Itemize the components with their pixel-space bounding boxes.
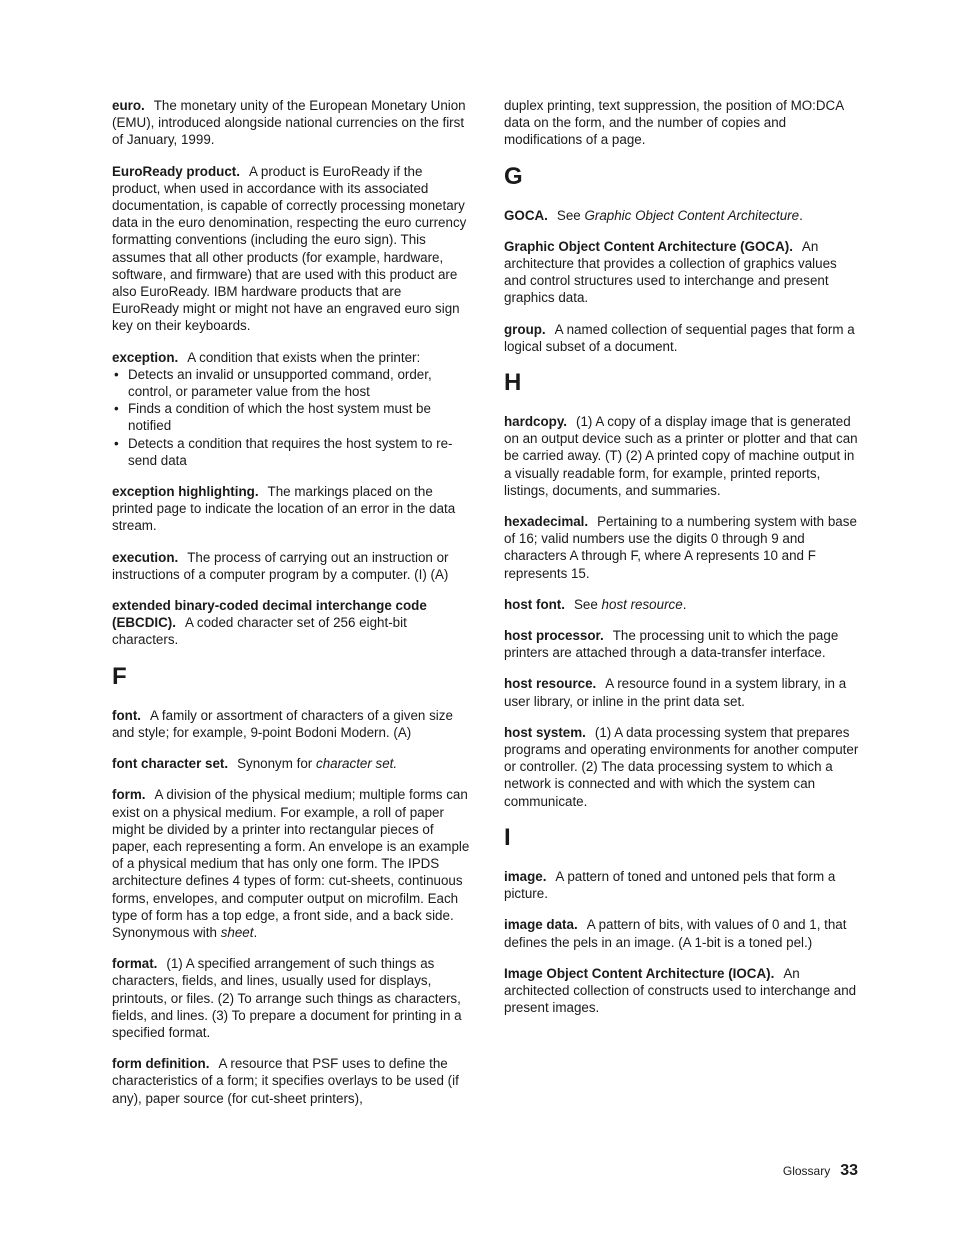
entry-term: host font. (504, 596, 565, 612)
entry-end: . (682, 596, 687, 612)
glossary-entry-host-processor (504, 627, 862, 661)
entry-definition: The monetary unity of the European Monetary Union (EMU), introduced alongside national currencies on the first of January, 1999. (112, 98, 466, 148)
entry-term: exception highlighting. (112, 484, 259, 500)
entry-definition: (1) A copy of a display image that is generated on an output device such as a printer or plotter and that can be carried away. (T) (2) A printed copy of machine output in a visually readable form, for example, printed reports, listings, documents, and summaries. (504, 414, 858, 498)
glossary-entry-host-resource (504, 675, 862, 709)
entry-term: host system. (504, 724, 586, 740)
entry-definition: A coded character set of 256 eight-bit characters. (112, 615, 407, 648)
entry-term: hardcopy. (504, 414, 567, 430)
entry-definition: The process of carrying out an instruction or instructions of a computer program by a computer. (I) (A) (112, 549, 449, 582)
list-item: • Detects an invalid or unsupported command, order, control, or parameter value from the host (112, 366, 470, 400)
glossary-entry-exception-highlighting (112, 483, 470, 535)
glossary-entry-ioca (504, 965, 862, 1017)
entry-term: execution. (112, 549, 179, 565)
page-number: 33 (840, 1162, 858, 1179)
entry-definition: Pertaining to a numbering system with base of 16; valid numbers use the digits 0 through 9 and characters A through F, where A represents 10 and F represents 15. (504, 514, 857, 581)
glossary-entry-image-data (504, 916, 862, 950)
left-column (112, 97, 470, 1121)
entry-term: font. (112, 707, 141, 723)
entry-definition: A product is EuroReady if the product, when used in accordance with its associated documentation, is capable of correctly processing monetary data in the euro denomination, respecting the euro currency formatting conventions (including the euro sign). This assumes that all other products (for example, hardware, software, and firmware) that are used with this product are also EuroReady. IBM hardware products that are EuroReady might or might not have an engraved euro sign key on their keyboards. (112, 163, 467, 334)
entry-definition: The markings placed on the printed page to indicate the location of an error in the data stream. (112, 484, 456, 534)
entry-term: GOCA. (504, 207, 548, 223)
glossary-entry-euro (112, 97, 470, 149)
entry-definition: An architected collection of constructs used to interchange and present images. (504, 965, 857, 1016)
entry-definition: The processing unit to which the page printers are attached through a data-transfer interface. (504, 628, 839, 661)
entry-definition: (1) A specified arrangement of such things as characters, fields, and lines, usually used for displays, printouts, or files. (2) To arrange such things as characters, fields, and lines. (3) To prepare a document for printing in a specified format. (112, 956, 462, 1040)
entry-definition: See (556, 207, 581, 223)
page-footer (783, 1162, 858, 1180)
entry-term: Image Object Content Architecture (IOCA). (504, 965, 775, 981)
entry-end: . (799, 207, 803, 223)
entry-definition: A division of the physical medium; multiple forms can exist on a physical medium. For example, a roll of paper might be divided by a printer into rectangular pieces of paper, each representing a form. An envelope is an example of a physical medium that has only one form. The IPDS architecture defines 4 types of form: cut-sheets, continuous forms, envelopes, and computer output on microfilm. Each type of form has a top edge, a front side, and a back side. Synonymous with (112, 787, 470, 940)
entry-term: hexadecimal. (504, 514, 589, 530)
glossary-entry-euroready (112, 163, 470, 335)
right-column (504, 97, 862, 1030)
entry-term: image data. (504, 917, 578, 933)
glossary-entry-font (112, 707, 470, 741)
entry-term: exception. (112, 349, 179, 365)
entry-term: euro. (112, 98, 145, 113)
entry-definition: A resource that PSF uses to define the characteristics of a form; it specifies overlays to be used (if any), paper source (for cut-sheet printers), (112, 1056, 459, 1106)
footer-section-label: Glossary (782, 1164, 831, 1178)
entry-term: form definition. (112, 1056, 210, 1072)
glossary-entry-form (112, 786, 470, 941)
glossary-entry-form-definition (112, 1055, 470, 1107)
glossary-entry-exception (112, 349, 470, 469)
glossary-entry-host-system (504, 724, 862, 810)
entry-definition: See (573, 596, 598, 612)
cross-reference: host resource (601, 596, 683, 612)
entry-term: group. (504, 321, 546, 337)
entry-end: . (253, 924, 258, 940)
cross-reference: Graphic Object Content Architecture (584, 207, 800, 223)
glossary-entry-execution (112, 549, 470, 583)
glossary-entry-continuation: duplex printing, text suppression, the position of MO:DCA data on the form, and the number of copies and modifications of a page. (504, 98, 844, 148)
entry-term: EuroReady product. (112, 163, 240, 179)
entry-term: font character set. (112, 756, 229, 772)
glossary-entry-format (112, 955, 470, 1041)
section-letter-i: I (504, 823, 511, 851)
entry-term: Graphic Object Content Architecture (GOCA). (504, 238, 793, 254)
entry-term: host resource. (504, 676, 597, 692)
glossary-entry-image (504, 868, 862, 902)
entry-term: host processor. (504, 628, 604, 644)
entry-definition: Synonym for (237, 756, 313, 772)
entry-definition: A pattern of toned and untoned pels that form a picture. (504, 868, 836, 902)
glossary-entry-hardcopy (504, 413, 862, 499)
entry-definition: A family or assortment of characters of a given size and style; for example, 9-point Bodoni Modern. (A) (112, 707, 453, 740)
section-letter-g: G (504, 162, 523, 190)
entry-definition: A named collection of sequential pages that form a logical subset of a document. (504, 321, 855, 354)
entry-term: format. (112, 956, 158, 972)
entry-term: extended binary-coded decimal interchange code (EBCDIC). (112, 598, 427, 631)
list-item: • Detects a condition that requires the host system to re-send data (112, 435, 470, 469)
section-letter-f: F (112, 662, 127, 690)
glossary-entry-group (504, 321, 862, 355)
entry-term: image. (504, 868, 547, 884)
glossary-entry-hexadecimal (504, 513, 862, 582)
glossary-entry-goca (504, 207, 862, 224)
entry-definition: (1) A data processing system that prepares programs and operating environments for another computer or controller. (2) The data processing system to which a network is connected and with which the system can communicate. (504, 724, 859, 809)
bullet-list (112, 366, 470, 469)
entry-definition: A condition that exists when the printer: (187, 349, 421, 365)
glossary-entry-goca-full (504, 238, 862, 307)
list-item: • Finds a condition of which the host system must be notified (112, 400, 470, 434)
section-letter-h: H (504, 369, 522, 397)
glossary-entry-ebcdic (112, 597, 470, 649)
cross-reference: sheet (220, 924, 254, 940)
glossary-entry-host-font (504, 596, 862, 613)
entry-definition: An architecture that provides a collection of graphics values and control structures used to interchange and present graphics data. (504, 238, 837, 306)
entry-definition: A resource found in a system library, in a user library, or inline in the print data set. (504, 676, 847, 709)
cross-reference: character set. (316, 756, 398, 772)
glossary-entry-font-character-set (112, 755, 470, 772)
entry-term: form. (112, 787, 146, 803)
entry-definition: A pattern of bits, with values of 0 and 1, that defines the pels in an image. (A 1-bit is a toned pel.) (504, 917, 847, 950)
